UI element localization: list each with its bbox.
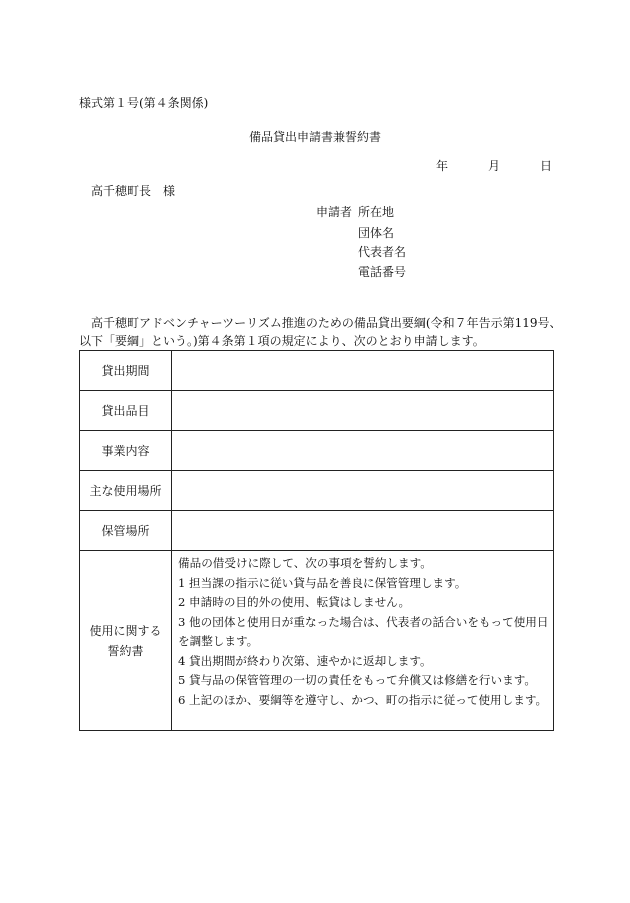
pledge-item: 5 貸与品の保管管理の一切の責任をもって弁償又は修繕を行います。 xyxy=(178,673,536,687)
application-table xyxy=(79,350,554,731)
pledge-label xyxy=(80,551,172,731)
applicant-label: 申請者 xyxy=(316,205,353,219)
pledge-item: 4 貸出期間が終わり次第、速やかに返却します。 xyxy=(178,653,432,668)
applicant-organization-label: 団体名 xyxy=(358,226,395,240)
pledge-content xyxy=(172,551,554,731)
storage-location-label: 保管場所 xyxy=(80,511,172,551)
intro-text-line-2: 以下「要綱」という。)第４条第１項の規定により、次のとおり申請します。 xyxy=(79,334,485,348)
date-month-label: 月 xyxy=(488,159,501,173)
loan-items-field[interactable] xyxy=(172,391,554,431)
applicant-representative-label: 代表者名 xyxy=(358,245,407,259)
pledge-label-line-2: 誓約書 xyxy=(107,643,144,658)
storage-location-field[interactable] xyxy=(172,511,554,551)
pledge-item: 1 担当課の指示に従い貸与品を善良に保管管理します。 xyxy=(178,575,467,590)
table-row xyxy=(80,511,554,551)
document-title: 備品貸出申請書兼誓約書 xyxy=(248,130,381,144)
table-row xyxy=(80,431,554,471)
applicant-phone-label: 電話番号 xyxy=(358,265,407,279)
loan-period-field[interactable] xyxy=(172,351,554,391)
pledge-item-continuation: を調整します。 xyxy=(178,634,259,648)
table-row xyxy=(80,391,554,431)
loan-items-label: 貸出品目 xyxy=(80,391,172,431)
table-row xyxy=(80,351,554,391)
date-day-label: 日 xyxy=(540,159,553,173)
table-row xyxy=(80,471,554,511)
project-content-label: 事業内容 xyxy=(80,431,172,471)
table-row xyxy=(80,551,554,731)
loan-period-label: 貸出期間 xyxy=(80,351,172,391)
project-content-field[interactable] xyxy=(172,431,554,471)
pledge-item: 6 上記のほか、要綱等を遵守し、かつ、町の指示に従って使用します。 xyxy=(178,692,548,707)
usage-location-label: 主な使用場所 xyxy=(80,471,172,511)
intro-text-line-1: 高千穂町アドベンチャーツーリズム推進のための備品貸出要綱(令和７年告示第119号、 xyxy=(91,316,562,330)
pledge-intro: 備品の借受けに際して、次の事項を誓約します。 xyxy=(178,556,432,570)
pledge-label-line-1: 使用に関する xyxy=(89,623,162,638)
usage-location-field[interactable] xyxy=(172,471,554,511)
date-year-label: 年 xyxy=(436,159,449,173)
pledge-item: 2 申請時の目的外の使用、転貸はしません。 xyxy=(178,595,411,609)
addressee: 高千穂町長 様 xyxy=(91,184,176,198)
applicant-address-label: 所在地 xyxy=(358,205,395,219)
pledge-item: 3 他の団体と使用日が重なった場合は、代表者の話合いをもって使用日 xyxy=(178,614,549,629)
form-number: 様式第１号(第４条関係) xyxy=(79,96,209,110)
